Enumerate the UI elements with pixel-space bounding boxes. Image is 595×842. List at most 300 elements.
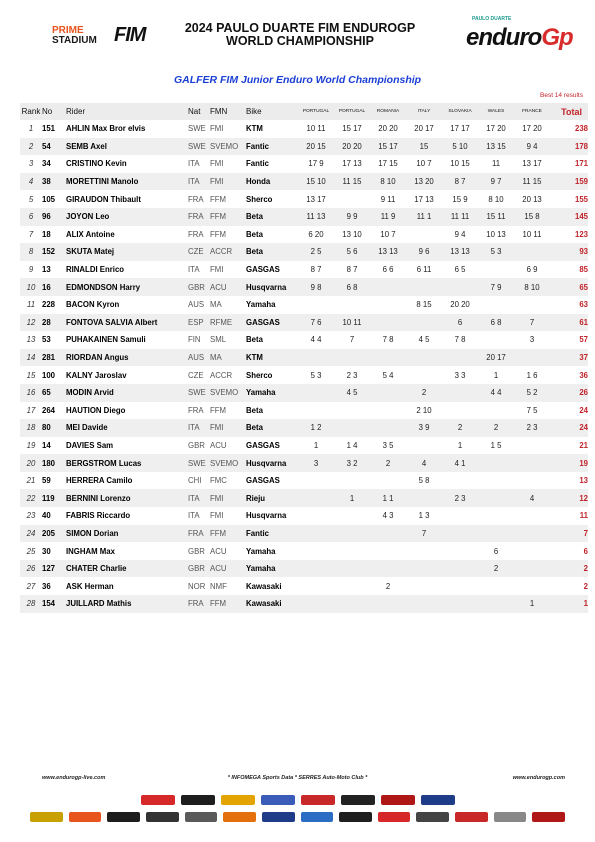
event-score-cell: 15 17 xyxy=(342,124,362,134)
endurogp-logo-wordmark xyxy=(466,24,573,52)
event-score-cell: 10 13 xyxy=(486,229,506,239)
sponsor-logo xyxy=(301,812,334,822)
event-score-cell: 13 13 xyxy=(370,243,406,261)
nationality-cell: FRA xyxy=(188,525,210,543)
results-table-body xyxy=(20,120,588,613)
event-score-cell xyxy=(442,542,478,560)
event-score-cell: 20 20 xyxy=(378,124,398,134)
event-score-cell xyxy=(406,366,442,384)
sponsor-logo xyxy=(107,812,140,822)
bike-cell: Yamaha xyxy=(246,546,276,556)
bike-cell: Fantic xyxy=(246,138,298,156)
event-score-cell: 6 xyxy=(442,314,478,332)
event-score-cell xyxy=(406,577,442,595)
col-header-event: SLOVAKIA xyxy=(442,103,478,120)
total-points-cell: 24 xyxy=(579,405,588,415)
table-row xyxy=(20,577,588,595)
rank-cell: 9 xyxy=(28,265,34,275)
sponsor-logo xyxy=(341,795,375,805)
rank-cell: 10 xyxy=(20,278,42,296)
event-score-cell xyxy=(298,402,334,420)
footer-live-url[interactable]: www.endurogp-live.com xyxy=(42,775,106,781)
event-score-cell: 9 9 xyxy=(334,208,370,226)
bike-cell: KTM xyxy=(246,349,298,367)
event-score-cell xyxy=(334,402,370,420)
sponsor-logo xyxy=(30,812,63,822)
sponsor-logo xyxy=(69,812,102,822)
rider-name-cell: ASK Herman xyxy=(66,581,114,591)
event-score-cell xyxy=(442,472,478,490)
number-cell: 127 xyxy=(42,560,66,578)
federation-cell: ACCR xyxy=(210,370,233,380)
rider-name-cell: AHLIN Max Bror elvis xyxy=(66,124,146,134)
total-points-cell: 63 xyxy=(579,300,588,310)
bike-cell: Fantic xyxy=(246,525,298,543)
federation-cell: ACU xyxy=(210,278,246,296)
event-score-cell: 9 8 xyxy=(298,278,334,296)
event-score-cell: 1 3 xyxy=(418,511,430,521)
total-points-cell: 178 xyxy=(550,138,588,156)
total-points-cell: 1 xyxy=(550,595,588,613)
event-score-cell xyxy=(442,507,478,525)
event-score-cell: 13 17 xyxy=(306,194,326,204)
event-score-cell xyxy=(442,402,478,420)
bike-cell: Yamaha xyxy=(246,300,276,310)
rider-name-cell: SIMON Dorian xyxy=(66,525,188,543)
event-score-cell xyxy=(406,595,442,613)
col-header-event: FRANCE xyxy=(514,103,550,120)
event-score-cell xyxy=(370,560,406,578)
federation-cell: SML xyxy=(210,335,227,345)
bike-cell: Beta xyxy=(246,243,298,261)
event-score-cell: 5 3 xyxy=(310,370,322,380)
table-row xyxy=(20,437,588,455)
rank-cell: 19 xyxy=(26,440,36,450)
event-score-cell: 1 4 xyxy=(346,440,358,450)
nationality-cell: GBR xyxy=(188,560,210,578)
event-score-cell: 20 20 xyxy=(334,138,370,156)
col-header-rank: Rank xyxy=(20,103,42,120)
rank-cell: 18 xyxy=(20,419,42,437)
number-cell: 14 xyxy=(42,440,51,450)
number-cell: 40 xyxy=(42,511,51,521)
event-score-cell: 13 13 xyxy=(442,243,478,261)
federation-cell: SVEMO xyxy=(210,454,246,472)
rider-name-cell: HAUTION Diego xyxy=(66,405,126,415)
table-row xyxy=(20,366,588,384)
endurogp-logo-gp: Gp xyxy=(541,24,573,51)
rank-cell: 27 xyxy=(26,581,36,591)
number-cell: 154 xyxy=(42,595,66,613)
rider-name-cell: FABRIS Riccardo xyxy=(66,511,131,521)
total-points-cell: 61 xyxy=(550,314,588,332)
table-row xyxy=(20,155,588,173)
table-row xyxy=(20,349,588,367)
total-points-cell: 36 xyxy=(579,370,588,380)
sponsor-logo xyxy=(141,795,175,805)
federation-cell: FMI xyxy=(210,511,224,521)
event-score-cell: 2 xyxy=(370,454,406,472)
bike-cell: Sherco xyxy=(246,194,273,204)
event-score-cell: 8 10 xyxy=(514,278,550,296)
rank-cell: 20 xyxy=(20,454,42,472)
event-score-cell: 9 7 xyxy=(478,173,514,191)
bike-cell: Kawasaki xyxy=(246,595,298,613)
nationality-cell: GBR xyxy=(188,440,205,450)
event-score-cell: 1 2 xyxy=(298,419,334,437)
table-row xyxy=(20,542,588,560)
table-row xyxy=(20,525,588,543)
prime-logo-line2: STADIUM xyxy=(52,35,97,46)
event-score-cell xyxy=(298,349,334,367)
table-row xyxy=(20,208,588,226)
total-points-cell: 145 xyxy=(550,208,588,226)
endurogp-logo-sponsor: PAULO DUARTE xyxy=(472,16,512,22)
event-score-cell: 1 xyxy=(334,489,370,507)
event-score-cell xyxy=(370,314,406,332)
nationality-cell: FIN xyxy=(188,335,201,345)
event-score-cell xyxy=(334,419,370,437)
event-score-cell: 2 3 xyxy=(442,489,478,507)
rider-name-cell: HERRERA Camilo xyxy=(66,476,133,486)
federation-cell: FMI xyxy=(210,124,224,134)
event-score-cell: 5 6 xyxy=(334,243,370,261)
rider-name-cell: JUILLARD Mathis xyxy=(66,595,188,613)
event-score-cell xyxy=(406,489,442,507)
event-score-cell: 11 9 xyxy=(370,208,406,226)
col-header-bike: Bike xyxy=(246,103,298,120)
event-score-cell xyxy=(478,331,514,349)
federation-cell: FFM xyxy=(210,595,246,613)
federation-cell: FFM xyxy=(210,208,246,226)
event-score-cell: 7 8 xyxy=(454,335,466,345)
event-score-cell xyxy=(298,560,334,578)
rank-cell: 28 xyxy=(20,595,42,613)
event-score-cell: 2 xyxy=(478,419,514,437)
table-row xyxy=(20,402,588,420)
total-points-cell: 155 xyxy=(574,194,588,204)
col-header-nat: Nat xyxy=(188,103,210,120)
event-score-cell xyxy=(478,577,514,595)
event-score-cell xyxy=(478,595,514,613)
event-score-cell: 20 20 xyxy=(450,300,470,310)
event-score-cell xyxy=(514,296,550,314)
event-score-cell: 15 11 xyxy=(478,208,514,226)
bike-cell: GASGAS xyxy=(246,476,280,486)
number-cell: 16 xyxy=(42,278,66,296)
nationality-cell: FRA xyxy=(188,595,210,613)
event-score-cell: 6 xyxy=(493,546,499,556)
nationality-cell: FRA xyxy=(188,208,210,226)
rank-cell: 11 xyxy=(26,300,36,310)
sponsor-logos-row1 xyxy=(30,795,565,805)
event-score-cell: 15 9 xyxy=(452,194,468,204)
event-score-cell xyxy=(514,560,550,578)
event-score-cell xyxy=(370,402,406,420)
rider-name-cell: MORETTINI Manolo xyxy=(66,173,188,191)
rank-cell: 15 xyxy=(26,370,36,380)
event-score-cell: 15 10 xyxy=(298,173,334,191)
event-score-cell xyxy=(478,296,514,314)
event-score-cell: 7 xyxy=(514,314,550,332)
nationality-cell: ITA xyxy=(188,419,210,437)
event-score-cell xyxy=(370,296,406,314)
nationality-cell: ITA xyxy=(188,265,200,275)
event-score-cell xyxy=(370,542,406,560)
federation-cell: MA xyxy=(210,300,222,310)
bike-cell: Beta xyxy=(246,229,263,239)
nationality-cell: ITA xyxy=(188,173,210,191)
event-score-cell: 13 20 xyxy=(406,173,442,191)
event-score-cell: 6 9 xyxy=(526,265,538,275)
rank-cell: 7 xyxy=(28,229,34,239)
total-points-cell: 11 xyxy=(579,511,588,521)
federation-cell: FMI xyxy=(210,489,246,507)
page-header xyxy=(0,14,595,64)
number-cell: 228 xyxy=(42,300,56,310)
table-row xyxy=(20,419,588,437)
prime-stadium-logo xyxy=(52,26,108,46)
event-score-cell xyxy=(298,542,334,560)
sponsor-logo xyxy=(301,795,335,805)
event-score-cell xyxy=(478,261,514,279)
rank-cell: 17 xyxy=(26,405,36,415)
event-score-cell: 2 xyxy=(385,581,391,591)
event-score-cell: 9 4 xyxy=(514,138,550,156)
total-points-cell: 6 xyxy=(583,546,588,556)
nationality-cell: CHI xyxy=(188,476,202,486)
event-score-cell: 20 17 xyxy=(478,349,514,367)
federation-cell: SVEMO xyxy=(210,384,246,402)
total-points-cell: 65 xyxy=(550,278,588,296)
rider-name-cell: INGHAM Max xyxy=(66,546,115,556)
event-score-cell: 1 xyxy=(313,440,319,450)
event-score-cell: 6 6 xyxy=(382,265,394,275)
event-score-cell: 17 20 xyxy=(522,124,542,134)
event-score-cell xyxy=(478,525,514,543)
event-score-cell: 7 6 xyxy=(298,314,334,332)
event-score-cell: 6 20 xyxy=(308,229,324,239)
event-score-cell: 4 1 xyxy=(442,454,478,472)
rider-name-cell: SEMB Axel xyxy=(66,138,188,156)
title-line1: 2024 PAULO DUARTE FIM ENDUROGP xyxy=(184,21,416,35)
rider-name-cell: SKUTA Matej xyxy=(66,243,188,261)
sponsor-logo xyxy=(262,812,295,822)
event-score-cell xyxy=(334,472,370,490)
federation-cell: SVEMO xyxy=(210,138,246,156)
table-row xyxy=(20,278,588,296)
sponsor-logo xyxy=(378,812,411,822)
total-points-cell: 19 xyxy=(550,454,588,472)
footer-site-url[interactable]: www.endurogp.com xyxy=(512,775,565,781)
rider-name-cell: CRISTINO Kevin xyxy=(66,159,127,169)
nationality-cell: ITA xyxy=(188,511,200,521)
rider-name-cell: MODIN Arvid xyxy=(66,384,188,402)
nationality-cell: GBR xyxy=(188,546,205,556)
rider-name-cell: BERGSTROM Lucas xyxy=(66,454,188,472)
total-points-cell: 171 xyxy=(574,159,588,169)
federation-cell: MA xyxy=(210,349,246,367)
total-points-cell: 57 xyxy=(579,335,588,345)
prime-logo-line1: PRIME xyxy=(52,25,84,36)
event-score-cell: 8 15 xyxy=(416,300,432,310)
event-score-cell: 5 3 xyxy=(478,243,514,261)
total-points-cell: 238 xyxy=(574,124,588,134)
nationality-cell: AUS xyxy=(188,349,210,367)
event-score-cell xyxy=(442,577,478,595)
event-score-cell: 10 11 xyxy=(306,124,326,134)
sponsor-logo xyxy=(181,795,215,805)
table-row xyxy=(20,507,588,525)
federation-cell: FMI xyxy=(210,173,246,191)
number-cell: 59 xyxy=(42,476,51,486)
nationality-cell: AUS xyxy=(188,300,205,310)
event-score-cell xyxy=(442,349,478,367)
nationality-cell: NOR xyxy=(188,581,206,591)
table-row xyxy=(20,138,588,156)
total-points-cell: 26 xyxy=(550,384,588,402)
rank-cell: 4 xyxy=(20,173,42,191)
bike-cell: GASGAS xyxy=(246,440,280,450)
footer-credits: * INFOMEGA Sports Data * SERRES Auto-Moto Club * xyxy=(227,775,368,781)
col-header-event: WALES xyxy=(478,103,514,120)
event-score-cell: 1 xyxy=(514,595,550,613)
event-score-cell: 13 10 xyxy=(342,229,362,239)
sponsor-logo xyxy=(261,795,295,805)
event-score-cell: 6 8 xyxy=(478,314,514,332)
col-header-event: PORTUGAL xyxy=(334,103,370,120)
event-score-cell xyxy=(442,525,478,543)
federation-cell: NMF xyxy=(210,581,227,591)
event-score-cell xyxy=(334,577,370,595)
sponsor-logo xyxy=(421,795,455,805)
event-score-cell xyxy=(478,402,514,420)
nationality-cell: ESP xyxy=(188,314,210,332)
event-score-cell xyxy=(298,507,334,525)
event-score-cell xyxy=(442,384,478,402)
col-header-event: PORTUGAL xyxy=(298,103,334,120)
event-score-cell: 7 8 xyxy=(382,335,394,345)
rank-cell: 23 xyxy=(26,511,36,521)
event-score-cell: 11 11 xyxy=(442,208,478,226)
event-score-cell: 15 17 xyxy=(370,138,406,156)
event-score-cell: 17 15 xyxy=(378,159,398,169)
number-cell: 152 xyxy=(42,243,66,261)
total-points-cell: 159 xyxy=(550,173,588,191)
col-header-event: ROMANIA xyxy=(370,103,406,120)
event-score-cell xyxy=(298,595,334,613)
sponsor-logo xyxy=(532,812,565,822)
bike-cell: Sherco xyxy=(246,370,273,380)
rider-name-cell: DAVIES Sam xyxy=(66,440,114,450)
championship-subtitle: GALFER FIM Junior Enduro World Championship xyxy=(173,74,422,86)
rider-name-cell: PUHAKAINEN Samuli xyxy=(66,335,146,345)
rank-cell: 16 xyxy=(20,384,42,402)
bike-cell: Husqvarna xyxy=(246,511,287,521)
sponsor-logo xyxy=(455,812,488,822)
rank-cell: 6 xyxy=(20,208,42,226)
event-score-cell xyxy=(514,454,550,472)
event-score-cell xyxy=(406,437,442,455)
rank-cell: 12 xyxy=(20,314,42,332)
event-score-cell xyxy=(334,507,370,525)
number-cell: 13 xyxy=(42,265,51,275)
total-points-cell: 85 xyxy=(579,265,588,275)
number-cell: 96 xyxy=(42,208,66,226)
event-score-cell xyxy=(370,595,406,613)
total-points-cell: 93 xyxy=(550,243,588,261)
event-score-cell xyxy=(298,384,334,402)
event-score-cell: 4 xyxy=(514,489,550,507)
federation-cell: FMI xyxy=(210,419,246,437)
event-score-cell: 3 2 xyxy=(334,454,370,472)
event-score-cell xyxy=(514,349,550,367)
endurogp-logo-enduro: enduro xyxy=(466,24,542,51)
event-score-cell: 7 xyxy=(349,335,355,345)
bike-cell: Yamaha xyxy=(246,384,298,402)
event-score-cell xyxy=(478,507,514,525)
number-cell: 65 xyxy=(42,384,66,402)
number-cell: 53 xyxy=(42,335,51,345)
event-score-cell xyxy=(370,384,406,402)
page-title xyxy=(170,22,430,48)
event-score-cell: 3 xyxy=(529,335,535,345)
event-score-cell: 11 xyxy=(491,159,501,169)
number-cell: 119 xyxy=(42,489,66,507)
rider-name-cell: BACON Kyron xyxy=(66,300,120,310)
number-cell: 205 xyxy=(42,525,66,543)
nationality-cell: FRA xyxy=(188,194,204,204)
rider-name-cell: KALNY Jaroslav xyxy=(66,370,127,380)
bike-cell: Rieju xyxy=(246,489,298,507)
table-row xyxy=(20,296,588,314)
number-cell: 34 xyxy=(42,159,51,169)
federation-cell: RFME xyxy=(210,314,246,332)
nationality-cell: GBR xyxy=(188,278,210,296)
event-score-cell xyxy=(442,278,478,296)
rank-cell: 26 xyxy=(20,560,42,578)
event-score-cell: 20 17 xyxy=(414,124,434,134)
rider-name-cell: RIORDAN Angus xyxy=(66,349,188,367)
event-score-cell xyxy=(370,349,406,367)
event-score-cell: 1 xyxy=(493,370,499,380)
total-points-cell: 2 xyxy=(583,581,588,591)
event-score-cell: 5 10 xyxy=(442,138,478,156)
best-results-note: Best 14 results xyxy=(540,92,583,99)
bike-cell: Beta xyxy=(246,405,263,415)
rider-name-cell: RINALDI Enrico xyxy=(66,265,125,275)
rank-cell: 24 xyxy=(20,525,42,543)
event-score-cell: 20 13 xyxy=(522,194,542,204)
rank-cell: 2 xyxy=(20,138,42,156)
event-score-cell xyxy=(514,472,550,490)
table-row xyxy=(20,173,588,191)
nationality-cell: SWE xyxy=(188,384,210,402)
total-points-cell: 123 xyxy=(574,229,588,239)
event-score-cell xyxy=(478,472,514,490)
rider-name-cell: JOYON Leo xyxy=(66,208,188,226)
federation-cell: FMI xyxy=(210,265,224,275)
event-score-cell xyxy=(514,577,550,595)
event-score-cell: 8 10 xyxy=(488,194,504,204)
bike-cell: Honda xyxy=(246,173,298,191)
table-row xyxy=(20,489,588,507)
event-score-cell: 8 7 xyxy=(442,173,478,191)
number-cell: 28 xyxy=(42,314,66,332)
event-score-cell: 2 5 xyxy=(298,243,334,261)
bike-cell: KTM xyxy=(246,124,263,134)
event-score-cell xyxy=(406,226,442,244)
